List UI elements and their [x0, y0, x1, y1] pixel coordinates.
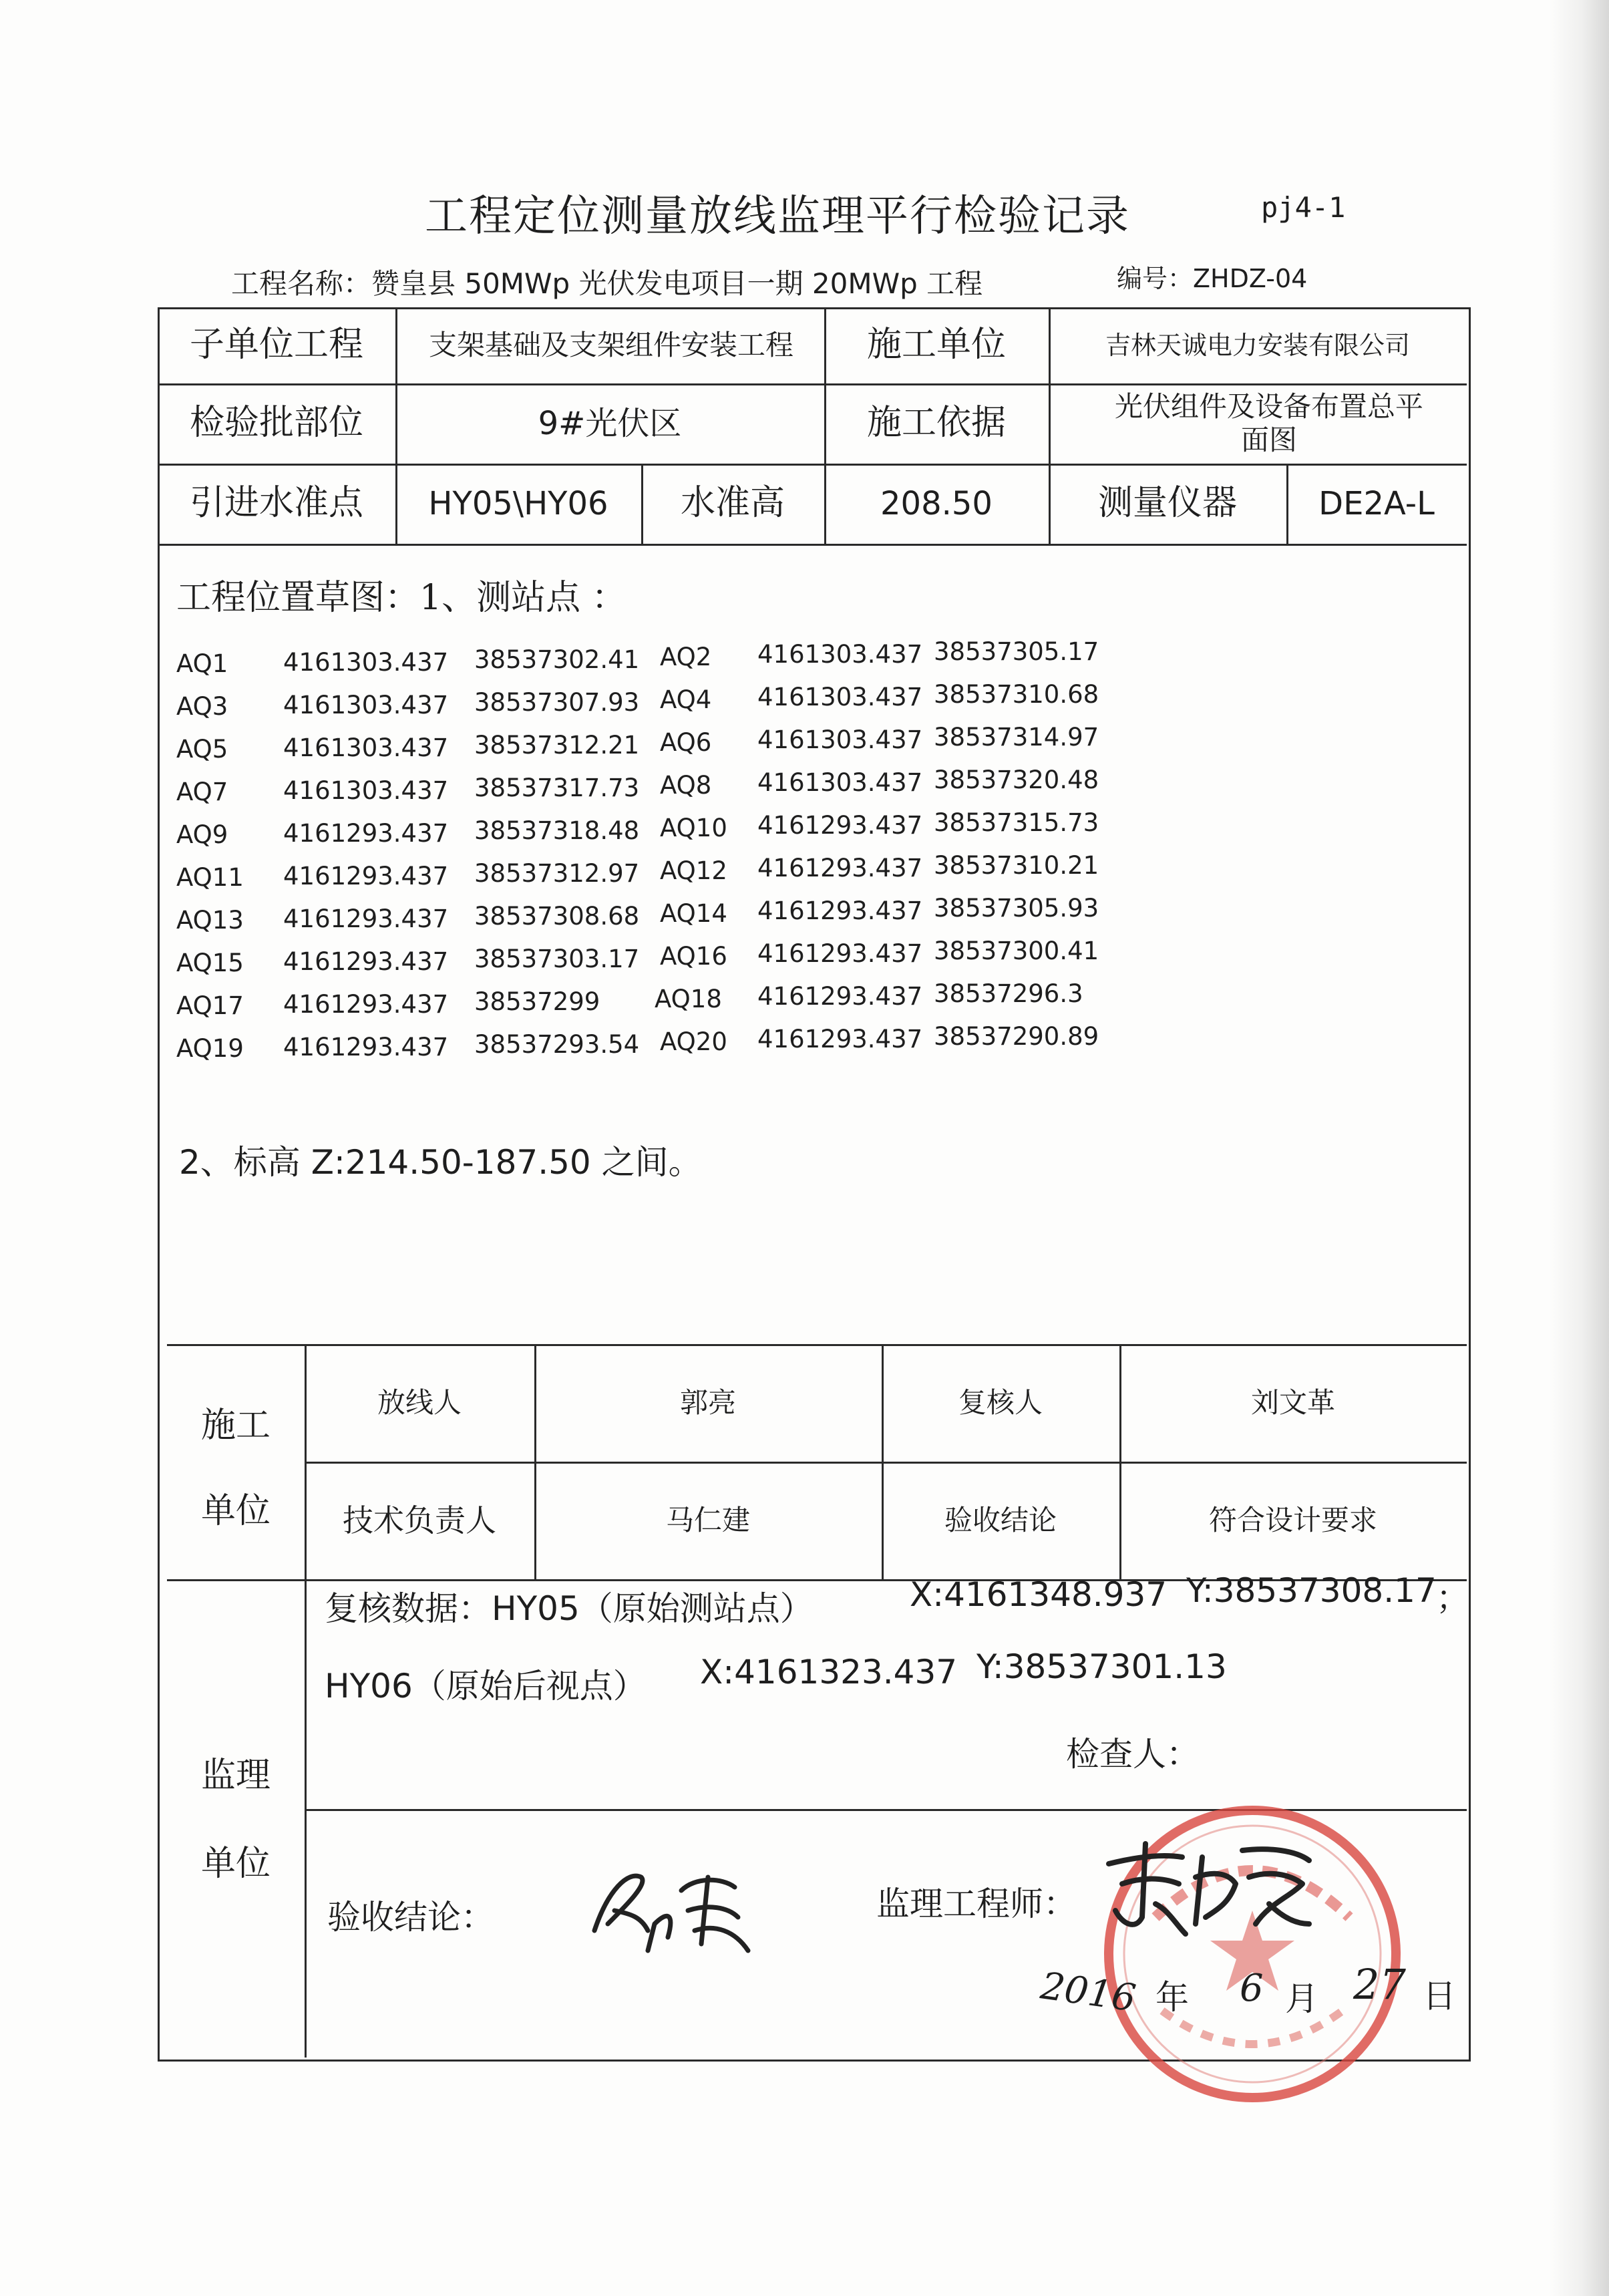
hy06-prefix: HY06（原始后视点） — [325, 1667, 647, 1705]
point-x: 4161303.437 — [757, 725, 923, 754]
date-year: 2016 — [1038, 1964, 1139, 2021]
point-x: 4161303.437 — [283, 776, 449, 805]
hy05-end: ； — [1436, 1579, 1469, 1617]
date-month: 6 — [1240, 1967, 1264, 2010]
point-y: 38537318.48 — [474, 816, 640, 845]
point-x: 4161303.437 — [757, 683, 923, 711]
supervision-unit-label: 单位 — [200, 1844, 271, 1884]
date-day-unit: 日 — [1423, 1977, 1456, 2015]
scan-shadow-edge — [1549, 0, 1609, 2296]
point-y: 38537290.89 — [934, 1022, 1099, 1051]
point-id: AQ16 — [660, 942, 727, 971]
point-y: 38537307.93 — [474, 688, 640, 717]
inspector-label: 检查人： — [1066, 1735, 1200, 1774]
point-y: 38537296.3 — [934, 979, 1083, 1008]
point-y: 38537305.17 — [934, 637, 1099, 666]
point-x: 4161303.437 — [757, 640, 923, 669]
hy05-x: X:4161348.937 — [910, 1575, 1168, 1614]
tech-lead-name: 马仁建 — [665, 1504, 750, 1537]
point-y: 38537302.41 — [474, 645, 640, 674]
instrument-label: 测量仪器 — [1097, 483, 1237, 524]
col-divider — [305, 1579, 307, 2058]
project-name: 工程名称：赞皇县 50MWp 光伏发电项目一期 20MWp 工程 — [231, 267, 983, 300]
date-month-unit: 月 — [1285, 1979, 1318, 2018]
point-y: 38537312.21 — [474, 731, 640, 760]
tech-lead-label: 技术负责人 — [343, 1502, 496, 1538]
sub-unit-label: 子单位工程 — [189, 325, 363, 365]
document-title: 工程定位测量放线监理平行检验记录 — [425, 192, 1130, 241]
point-id: AQ5 — [176, 735, 228, 764]
point-x: 4161293.437 — [757, 982, 923, 1011]
point-id: AQ9 — [176, 820, 228, 849]
level-height-value: 208.50 — [880, 484, 993, 522]
point-id: AQ11 — [176, 863, 244, 892]
layout-person-label: 放线人 — [377, 1386, 462, 1420]
point-x: 4161303.437 — [283, 691, 449, 719]
point-x: 4161303.437 — [757, 768, 923, 797]
point-id: AQ2 — [660, 643, 712, 671]
checker-name: 刘文革 — [1250, 1386, 1335, 1420]
point-id: AQ3 — [176, 692, 228, 721]
sketch-heading: 工程位置草图：1、测站点 ： — [176, 578, 627, 618]
level-height-label: 水准高 — [680, 483, 785, 524]
point-id: AQ14 — [660, 899, 727, 928]
benchmark-label: 引进水准点 — [189, 483, 363, 524]
hy06-y: Y:38537301.13 — [976, 1647, 1227, 1686]
construction-basis-value: 光伏组件及设备布置总平面图 — [1114, 390, 1423, 456]
point-y: 38537314.97 — [934, 723, 1099, 752]
point-y: 38537317.73 — [474, 774, 640, 802]
inspection-batch-label: 检验批部位 — [189, 403, 363, 444]
hy05-y: Y:38537308.17 — [1186, 1571, 1437, 1610]
elevation-range: 2、标高 Z:214.50-187.50 之间。 — [179, 1143, 702, 1182]
point-x: 4161303.437 — [283, 733, 449, 762]
layout-person-name: 郭亮 — [679, 1386, 736, 1420]
form-code: pj4-1 — [1261, 191, 1346, 224]
point-id: AQ1 — [176, 649, 228, 678]
point-y: 38537310.21 — [934, 851, 1099, 880]
conclusion-signature — [568, 1850, 768, 1967]
point-x: 4161303.437 — [283, 648, 449, 677]
point-id: AQ6 — [660, 728, 712, 757]
contractor-label: 施工单位 — [866, 325, 1006, 365]
point-y: 38537300.41 — [934, 937, 1099, 965]
contractor-value: 吉林天诚电力安装有限公司 — [1105, 330, 1410, 360]
point-y: 38537315.73 — [934, 808, 1099, 837]
supervision-conclusion-label: 验收结论： — [327, 1898, 494, 1937]
point-x: 4161293.437 — [757, 939, 923, 968]
point-y: 38537312.97 — [474, 859, 640, 888]
point-id: AQ17 — [176, 991, 244, 1020]
instrument-value: DE2A-L — [1318, 484, 1435, 522]
point-id: AQ7 — [176, 778, 228, 806]
hy06-x: X:4161323.437 — [700, 1653, 958, 1691]
point-id: AQ8 — [660, 771, 712, 800]
construction-basis-label: 施工依据 — [866, 403, 1006, 444]
serial-number: 编号：ZHDZ-04 — [1117, 264, 1308, 293]
date-year-unit: 年 — [1155, 1978, 1189, 2017]
point-id: AQ18 — [655, 985, 722, 1013]
point-id: AQ15 — [176, 949, 244, 977]
point-y: 38537305.93 — [934, 894, 1099, 923]
construction-unit-label: 施工 — [200, 1406, 271, 1446]
engineer-signature — [1095, 1824, 1322, 1947]
point-x: 4161293.437 — [757, 854, 923, 882]
point-x: 4161293.437 — [283, 990, 449, 1019]
point-y: 38537293.54 — [474, 1030, 640, 1059]
point-id: AQ19 — [176, 1034, 244, 1063]
point-x: 4161293.437 — [283, 905, 449, 933]
point-id: AQ10 — [660, 814, 727, 842]
point-y: 38537308.68 — [474, 902, 640, 931]
point-y: 38537320.48 — [934, 766, 1099, 794]
construction-unit-label: 单位 — [200, 1491, 271, 1532]
point-x: 4161293.437 — [757, 896, 923, 925]
point-id: AQ12 — [660, 856, 727, 885]
acceptance-result: 符合设计要求 — [1208, 1504, 1377, 1537]
point-x: 4161293.437 — [757, 1025, 923, 1053]
inspection-batch-value: 9#光伏区 — [538, 404, 682, 442]
point-x: 4161293.437 — [283, 819, 449, 848]
point-id: AQ20 — [660, 1027, 727, 1056]
point-y: 38537303.17 — [474, 945, 640, 973]
supervision-engineer-label: 监理工程师： — [876, 1884, 1077, 1923]
point-id: AQ4 — [660, 685, 712, 714]
point-x: 4161293.437 — [283, 1033, 449, 1061]
recheck-data-prefix: 复核数据：HY05（原始测站点） — [325, 1589, 814, 1628]
date-day: 27 — [1353, 1960, 1406, 2009]
point-x: 4161293.437 — [757, 811, 923, 840]
point-id: AQ13 — [176, 906, 244, 935]
benchmark-value: HY05\HY06 — [428, 484, 608, 522]
checker-label: 复核人 — [958, 1386, 1043, 1420]
acceptance-label: 验收结论 — [944, 1504, 1057, 1537]
sub-unit-value: 支架基础及支架组件安装工程 — [428, 329, 793, 362]
point-y: 38537310.68 — [934, 680, 1099, 709]
point-y: 38537299 — [474, 987, 600, 1016]
row-divider — [158, 544, 1467, 546]
point-x: 4161293.437 — [283, 862, 449, 890]
supervision-unit-label: 监理 — [200, 1756, 271, 1796]
point-x: 4161293.437 — [283, 947, 449, 976]
